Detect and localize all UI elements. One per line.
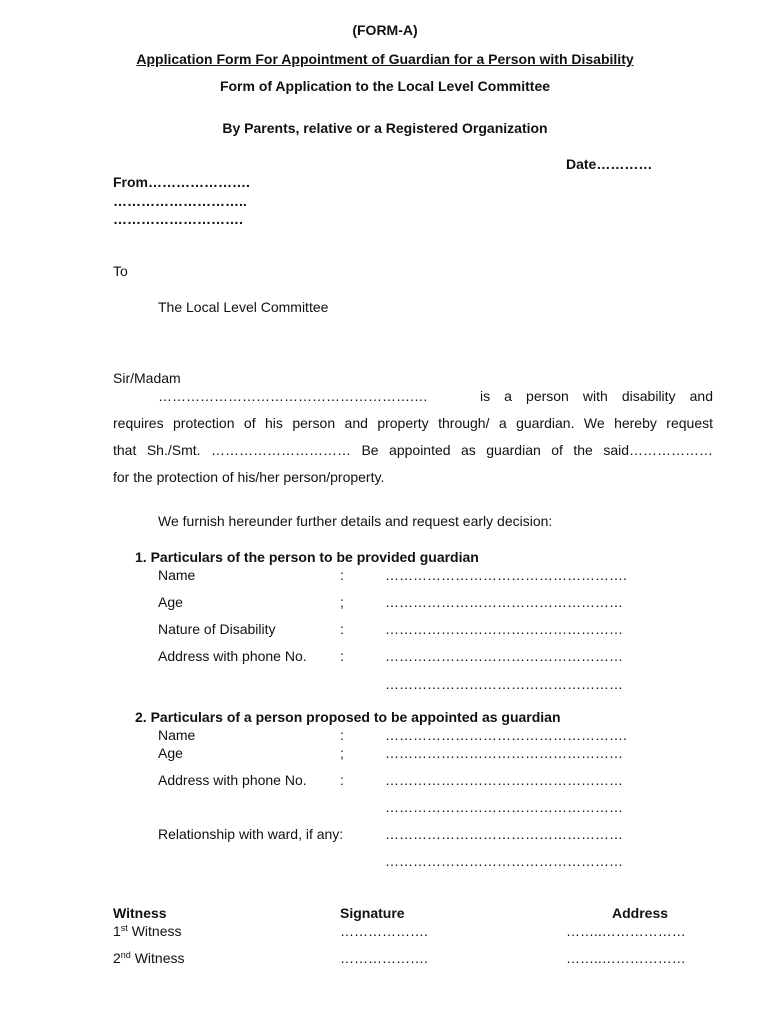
witness-header: Witness	[113, 905, 167, 921]
s1-disability-field[interactable]: ……………………………………………	[385, 621, 623, 637]
letter-line-3: that Sh./Smt. ………………………… Be appointed as guardian of the said………………	[113, 442, 713, 458]
witness-2-label: 2nd Witness	[113, 950, 185, 966]
witness-2-address-field[interactable]: ……..………………	[566, 950, 686, 966]
s1-address-field-2[interactable]: ……………………………………………	[385, 676, 623, 692]
form-title: Application Form For Appointment of Guardian for a Person with Disability	[136, 51, 634, 67]
address-header: Address	[612, 905, 669, 921]
s2-address-field-2[interactable]: ……………………………………………	[385, 799, 623, 815]
s1-address-label: Address with phone No.	[158, 648, 307, 664]
s2-relationship-label: Relationship with ward, if any:	[158, 826, 344, 842]
s1-address-field[interactable]: ……………………………………………	[385, 648, 623, 664]
person-name-blank[interactable]: ……………………………………………….…	[158, 388, 428, 404]
s2-age-sep: ;	[340, 745, 344, 761]
letter-line-1-text: is a person with disability and	[480, 388, 713, 404]
signature-header: Signature	[340, 905, 405, 921]
s2-relationship-field-2[interactable]: ……………………………………………	[385, 853, 623, 869]
to-recipient: The Local Level Committee	[158, 299, 329, 315]
form-subtitle: Form of Application to the Local Level Committee	[219, 78, 551, 94]
s2-name-sep: :	[340, 727, 344, 743]
s2-address-field[interactable]: ……………………………………………	[385, 772, 623, 788]
to-label: To	[113, 263, 128, 279]
section-2-heading: 2. Particulars of a person proposed to be appointed as guardian	[135, 709, 561, 725]
from-line-1[interactable]: From………………….	[113, 174, 250, 190]
s1-disability-label: Nature of Disability	[158, 621, 276, 637]
s1-address-sep: :	[340, 648, 344, 664]
s2-address-sep: :	[340, 772, 344, 788]
letter-line-2: requires protection of his person and property through/ a guardian. We hereby request	[113, 415, 713, 431]
s2-name-field[interactable]: …………………………………………….	[385, 727, 627, 743]
witness-1-address-field[interactable]: ……..………………	[566, 923, 686, 939]
s1-name-field[interactable]: …………………………………………….	[385, 567, 627, 583]
s1-age-field[interactable]: ……………………………………………	[385, 594, 623, 610]
s1-disability-sep: :	[340, 621, 344, 637]
s2-address-label: Address with phone No.	[158, 772, 307, 788]
furnish-text: We furnish hereunder further details and request early decision:	[158, 513, 553, 529]
witness-1-signature-field[interactable]: ……………….	[340, 923, 428, 939]
section-1-heading: 1. Particulars of the person to be provided guardian	[135, 549, 479, 565]
from-line-3[interactable]: ……………………….	[113, 211, 243, 227]
salutation: Sir/Madam	[113, 370, 181, 386]
form-label: (FORM-A)	[352, 22, 418, 38]
s1-age-label: Age	[158, 594, 183, 610]
date-field[interactable]: Date…………	[566, 156, 653, 172]
s1-name-sep: :	[340, 567, 344, 583]
witness-1-label: 1st Witness	[113, 923, 182, 939]
s2-age-field[interactable]: ……………………………………………	[385, 745, 623, 761]
s2-relationship-field[interactable]: ……………………………………………	[385, 826, 623, 842]
s1-age-sep: ;	[340, 594, 344, 610]
letter-line-4: for the protection of his/her person/property.	[113, 469, 385, 485]
witness-2-signature-field[interactable]: ……………….	[340, 950, 428, 966]
form-by-line: By Parents, relative or a Registered Organization	[222, 120, 548, 136]
from-line-2[interactable]: ………………………..	[113, 193, 247, 209]
s2-age-label: Age	[158, 745, 183, 761]
s1-name-label: Name	[158, 567, 196, 583]
s2-name-label: Name	[158, 727, 196, 743]
